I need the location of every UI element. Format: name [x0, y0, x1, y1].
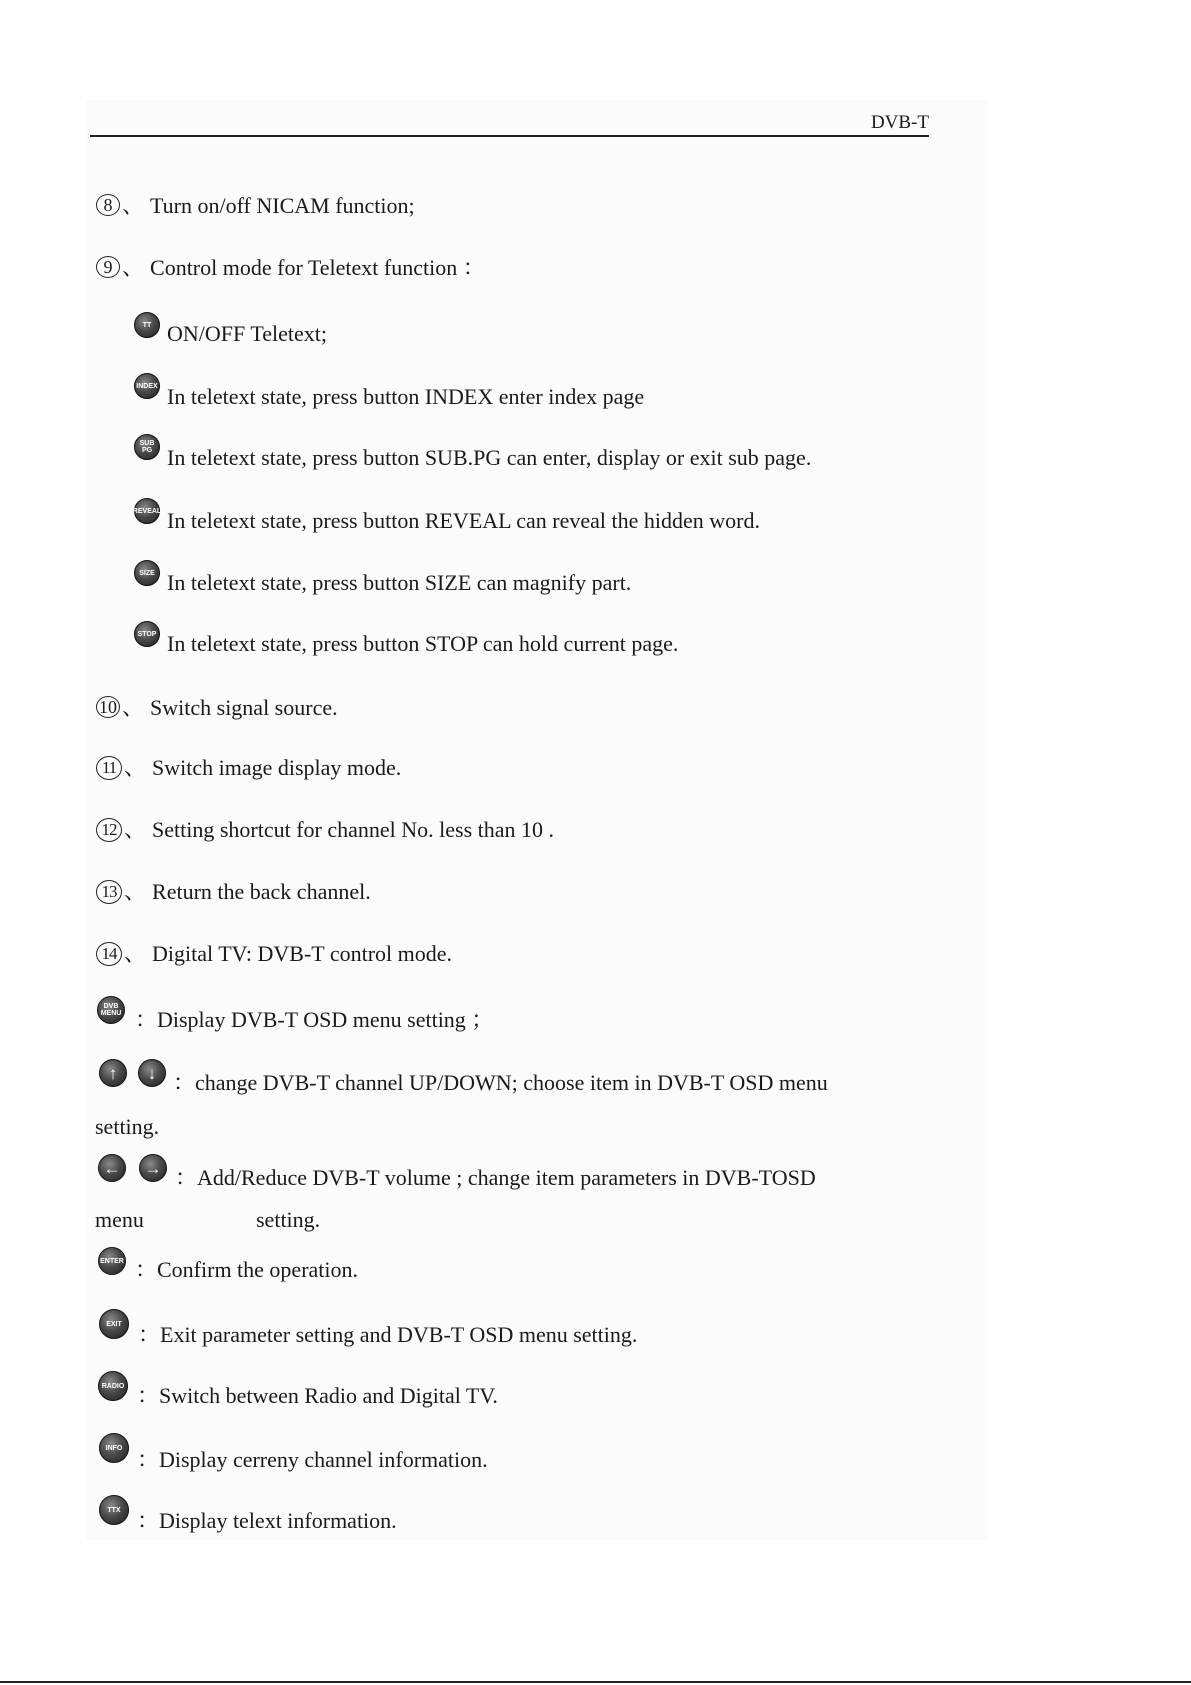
exit-text: ：Exit parameter setting and DVB-T OSD menu setting.: [138, 1322, 638, 1347]
item-14: 14 、 Digital TV: DVB-T control mode.: [96, 940, 452, 968]
item-12: 12 、 Setting shortcut for channel No. less than 10 .: [96, 816, 554, 844]
radio-button-icon: RADIO: [98, 1371, 128, 1401]
tt-button-icon: TT: [134, 312, 160, 338]
leftright-text-cont-b: setting.: [256, 1207, 321, 1232]
item-text: Switch image display mode.: [152, 755, 402, 780]
size-button-icon: SIZE: [134, 560, 160, 586]
index-text: In teletext state, press button INDEX enter index page: [167, 384, 645, 409]
item-number: 8: [96, 194, 120, 216]
index-button-icon: INDEX: [134, 373, 160, 399]
tt-text: ON/OFF Teletext;: [167, 321, 327, 346]
item-number: 10: [96, 696, 120, 718]
item-number: 14: [96, 942, 122, 966]
leftright-text-cont-a: menu: [95, 1207, 144, 1232]
right-arrow-icon: →: [139, 1154, 167, 1182]
radio-text: ：Switch between Radio and Digital TV.: [137, 1383, 498, 1408]
footer-rule: [0, 1681, 1191, 1683]
item-10: 10 、 Switch signal source.: [96, 694, 338, 722]
item-8: 8 、 Turn on/off NICAM function;: [96, 192, 415, 220]
item-text: Control mode for Teletext function ：: [150, 255, 485, 280]
stop-text: In teletext state, press button STOP can hold current page.: [167, 631, 679, 656]
item-13: 13 、 Return the back channel.: [96, 878, 371, 906]
updown-text: ：change DVB-T channel UP/DOWN; choose item in DVB-T OSD menu: [173, 1070, 828, 1095]
item-11: 11 、 Switch image display mode.: [96, 754, 401, 782]
item-9: 9 、 Control mode for Teletext function ：: [96, 254, 485, 282]
item-number: 11: [96, 756, 122, 780]
item-text: Return the back channel.: [152, 879, 371, 904]
item-text: Digital TV: DVB-T control mode.: [152, 941, 453, 966]
updown-text-cont: setting.: [95, 1114, 160, 1139]
reveal-text: In teletext state, press button REVEAL can reveal the hidden word.: [167, 508, 761, 533]
item-text: Turn on/off NICAM function;: [150, 193, 415, 218]
reveal-button-icon: REVEAL: [134, 498, 160, 524]
left-arrow-icon: ←: [98, 1154, 126, 1182]
size-text: In teletext state, press button SIZE can magnify part.: [167, 570, 632, 595]
header-rule: [90, 135, 929, 137]
enter-button-icon: ENTER: [98, 1247, 126, 1275]
down-arrow-icon: ↓: [138, 1059, 166, 1087]
exit-button-icon: EXIT: [99, 1309, 129, 1339]
subpg-button-icon: SUB PG: [134, 434, 160, 460]
item-number: 13: [96, 880, 122, 904]
header-title: DVB-T: [870, 112, 929, 133]
leftright-text: ：Add/Reduce DVB-T volume ; change item parameters in DVB-TOSD: [175, 1165, 816, 1190]
item-text: Setting shortcut for channel No. less than 10 .: [152, 817, 555, 842]
stop-button-icon: STOP: [134, 621, 160, 647]
ttx-text: ：Display telext information.: [137, 1508, 397, 1533]
up-arrow-icon: ↑: [99, 1059, 127, 1087]
dvb-menu-text: ：Display DVB-T OSD menu setting ；: [135, 1007, 494, 1032]
ttx-button-icon: TTX: [99, 1495, 129, 1525]
enter-text: ：Confirm the operation.: [135, 1257, 359, 1282]
item-text: Switch signal source.: [150, 695, 338, 720]
item-number: 12: [96, 818, 122, 842]
info-button-icon: INFO: [99, 1433, 129, 1463]
subpg-text: In teletext state, press button SUB.PG can enter, display or exit sub page.: [167, 445, 812, 470]
dvb-menu-button-icon: DVB MENU: [97, 996, 125, 1024]
item-number: 9: [96, 256, 120, 278]
info-text: ：Display cerreny channel information.: [137, 1447, 488, 1472]
